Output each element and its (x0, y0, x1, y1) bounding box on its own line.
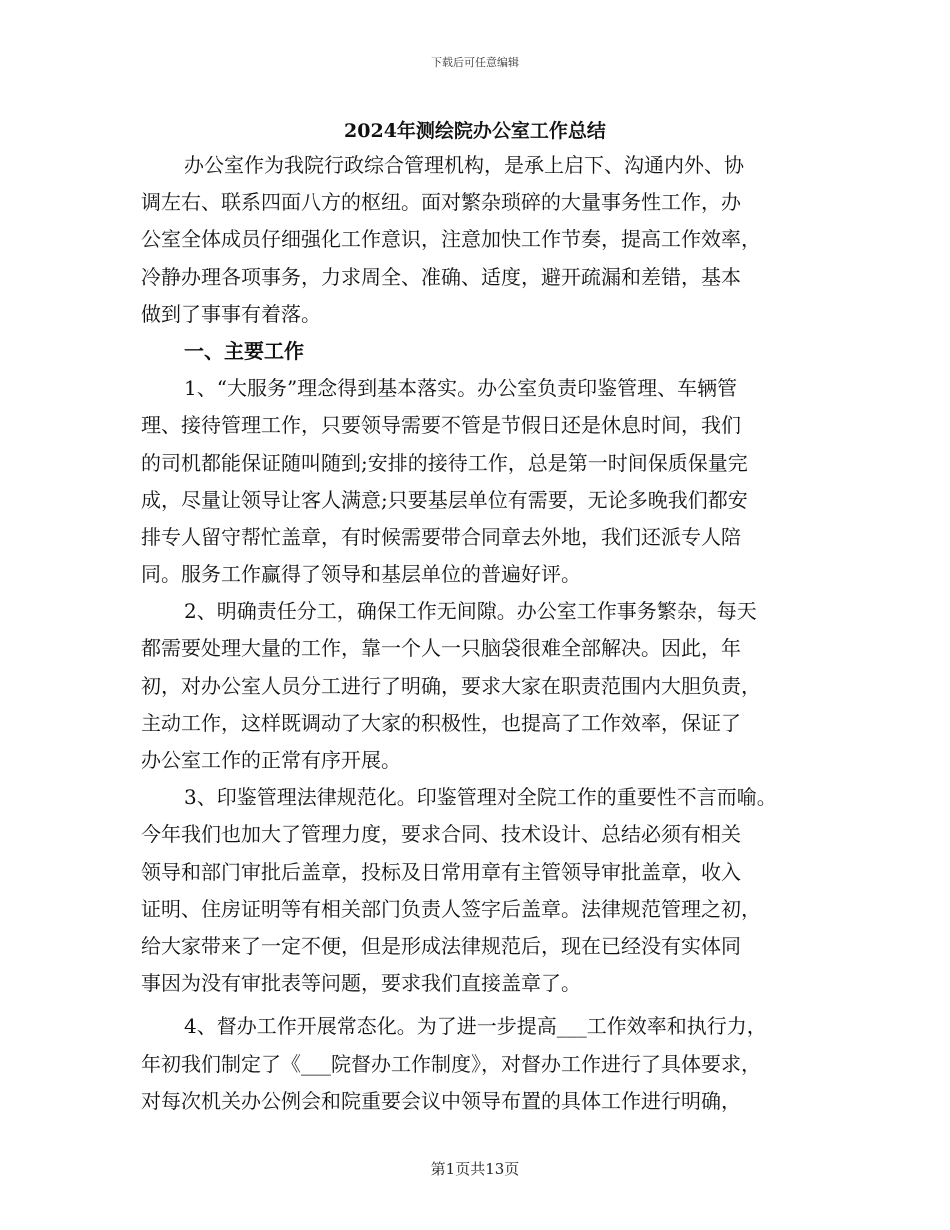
text-line: 成，尽量让领导让客人满意;只要基层单位有需要，无论多晚我们都安 (141, 487, 748, 512)
text-line: 都需要处理大量的工作，靠一个人一只脑袋很难全部解决。因此，年 (141, 636, 741, 661)
text-line: 一、主要工作 (184, 338, 304, 363)
text-line: 办公室工作的正常有序开展。 (141, 748, 401, 772)
document-title: 2024年测绘院办公室工作总结 (344, 120, 606, 142)
paragraph (141, 147, 829, 333)
text-line: 领导和部门审批后盖章，投标及日常用章有主管领导审批盖章，收入 (141, 859, 741, 884)
text-line: 证明、住房证明等有相关部门负责人签字后盖章。法律规范管理之初， (141, 896, 761, 921)
text-line: 今年我们也加大了管理力度，要求合同、技术设计、总结必须有相关 (141, 822, 741, 847)
text-line: 初，对办公室人员分工进行了明确，要求大家在职责范围内大胆负责， (141, 673, 761, 698)
text-line: 调左右、联系四面八方的枢纽。面对繁杂琐碎的大量事务性工作，办 (141, 190, 741, 215)
text-line: 冷静办理各项事务，力求周全、准确、适度，避开疏漏和差错，基本 (141, 264, 741, 289)
section-heading (141, 333, 829, 370)
document-body (141, 147, 829, 1120)
text-line: 事因为没有审批表等问题，要求我们直接盖章了。 (141, 971, 581, 996)
page-footer: 第1页共13页 (430, 1160, 520, 1178)
text-line: 4、督办工作开展常态化。为了进一步提高___工作效率和执行力， (184, 1014, 767, 1039)
text-line: 主动工作，这样既调动了大家的积极性，也提高了工作效率，保证了 (141, 710, 741, 735)
text-line: 公室全体成员仔细强化工作意识，注意加快工作节奏，提高工作效率， (141, 227, 761, 252)
text-line: 做到了事事有着落。 (141, 301, 321, 326)
paragraph (141, 779, 829, 1002)
text-line: 的司机都能保证随叫随到;安排的接待工作，总是第一时间保质保量完 (141, 450, 748, 475)
text-line: 3、印鉴管理法律规范化。印鉴管理对全院工作的重要性不言而喻。 (184, 785, 777, 810)
text-line: 理、接待管理工作，只要领导需要不管是节假日还是休息时间，我们 (141, 413, 741, 438)
text-line: 办公室作为我院行政综合管理机构，是承上启下、沟通内外、协 (184, 153, 744, 177)
paragraph (141, 370, 829, 593)
text-line: 排专人留守帮忙盖章，有时候需要带合同章去外地，我们还派专人陪 (141, 524, 741, 549)
paragraph (141, 593, 829, 779)
text-line: 2、明确责任分工，确保工作无间隙。办公室工作事务繁杂，每天 (184, 599, 757, 624)
paragraph (141, 1008, 829, 1120)
text-line: 给大家带来了一定不便，但是形成法律规范后，现在已经没有实体同 (141, 933, 741, 958)
text-line: 对每次机关办公例会和院重要会议中领导布置的具体工作进行明确， (141, 1088, 741, 1113)
text-line: 同。服务工作赢得了领导和基层单位的普遍好评。 (141, 562, 581, 587)
header-note: 下载后可任意编辑 (431, 56, 519, 69)
text-line: 1、“大服务”理念得到基本落实。办公室负责印鉴管理、车辆管 (184, 376, 738, 401)
text-line: 年初我们制定了《___院督办工作制度》，对督办工作进行了具体要求， (141, 1051, 761, 1076)
